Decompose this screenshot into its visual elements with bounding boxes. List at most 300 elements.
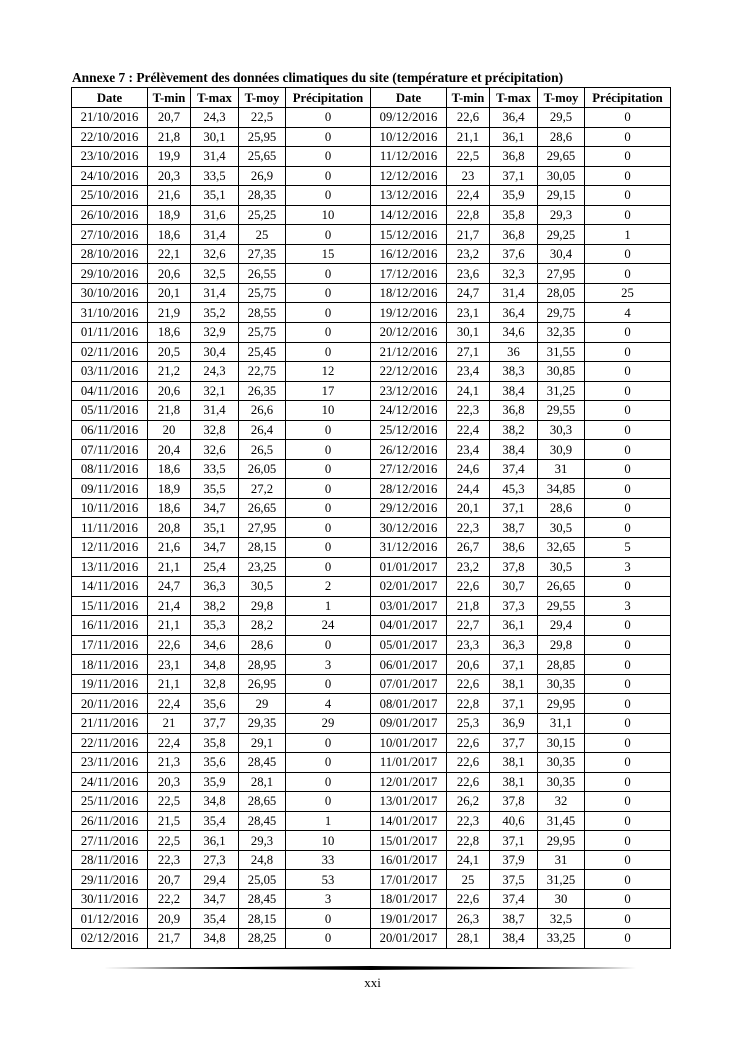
cell-tmoy-right: 29,75: [538, 303, 585, 323]
cell-precip-left: 4: [286, 694, 371, 714]
cell-tmoy-right: 31: [538, 850, 585, 870]
cell-date-left: 22/11/2016: [72, 733, 148, 753]
cell-tmoy-left: 25: [239, 225, 286, 245]
cell-precip-right: 3: [585, 557, 671, 577]
cell-tmax-left: 32,1: [191, 381, 239, 401]
cell-tmin-right: 23,4: [447, 362, 490, 382]
cell-date-right: 20/01/2017: [371, 928, 447, 948]
cell-tmoy-left: 28,25: [239, 928, 286, 948]
cell-tmax-left: 32,5: [191, 264, 239, 284]
cell-precip-right: 0: [585, 342, 671, 362]
cell-date-left: 24/10/2016: [72, 166, 148, 186]
cell-precip-left: 1: [286, 811, 371, 831]
cell-tmoy-left: 25,45: [239, 342, 286, 362]
cell-precip-left: 0: [286, 166, 371, 186]
cell-tmoy-right: 29,95: [538, 831, 585, 851]
cell-tmin-right: 22,4: [447, 186, 490, 206]
cell-tmoy-right: 31,55: [538, 342, 585, 362]
cell-precip-right: 4: [585, 303, 671, 323]
cell-precip-right: 0: [585, 733, 671, 753]
table-row: [72, 166, 671, 186]
cell-tmoy-right: 26,65: [538, 577, 585, 597]
cell-date-left: 29/11/2016: [72, 870, 148, 890]
cell-precip-right: 0: [585, 459, 671, 479]
cell-precip-right: 0: [585, 635, 671, 655]
cell-tmoy-right: 30,35: [538, 772, 585, 792]
page-number: xxi: [364, 975, 381, 990]
cell-tmin-left: 23,1: [148, 655, 191, 675]
cell-date-left: 14/11/2016: [72, 577, 148, 597]
cell-tmoy-right: 29,3: [538, 205, 585, 225]
cell-tmin-left: 18,6: [148, 225, 191, 245]
cell-date-right: 10/01/2017: [371, 733, 447, 753]
cell-tmoy-left: 28,2: [239, 616, 286, 636]
cell-tmoy-right: 33,25: [538, 928, 585, 948]
cell-tmax-left: 33,5: [191, 459, 239, 479]
cell-tmoy-left: 30,5: [239, 577, 286, 597]
cell-tmin-left: 21,1: [148, 557, 191, 577]
cell-tmax-left: 35,3: [191, 616, 239, 636]
cell-tmoy-right: 30,9: [538, 440, 585, 460]
cell-tmax-right: 32,3: [490, 264, 538, 284]
cell-tmax-right: 38,1: [490, 674, 538, 694]
cell-tmoy-left: 26,4: [239, 420, 286, 440]
table-row: [72, 577, 671, 597]
cell-date-left: 16/11/2016: [72, 616, 148, 636]
cell-precip-right: 3: [585, 596, 671, 616]
cell-tmax-left: 34,7: [191, 889, 239, 909]
cell-tmax-right: 36,1: [490, 616, 538, 636]
cell-tmax-right: 37,8: [490, 557, 538, 577]
cell-date-left: 10/11/2016: [72, 498, 148, 518]
cell-tmin-left: 22,5: [148, 831, 191, 851]
table-row: [72, 713, 671, 733]
cell-tmax-right: 36,3: [490, 635, 538, 655]
cell-tmax-left: 35,5: [191, 479, 239, 499]
cell-date-left: 30/11/2016: [72, 889, 148, 909]
cell-precip-left: 0: [286, 264, 371, 284]
cell-precip-right: 0: [585, 127, 671, 147]
table-row: [72, 674, 671, 694]
cell-date-right: 08/01/2017: [371, 694, 447, 714]
cell-date-left: 19/11/2016: [72, 674, 148, 694]
table-row: [72, 264, 671, 284]
cell-tmoy-left: 25,95: [239, 127, 286, 147]
cell-tmin-right: 26,3: [447, 909, 490, 929]
header-tmoy-right: T-moy: [538, 88, 585, 108]
cell-tmin-left: 21,2: [148, 362, 191, 382]
cell-tmax-left: 31,4: [191, 283, 239, 303]
table-row: [72, 225, 671, 245]
cell-date-right: 01/01/2017: [371, 557, 447, 577]
cell-date-left: 29/10/2016: [72, 264, 148, 284]
cell-date-left: 04/11/2016: [72, 381, 148, 401]
cell-date-left: 09/11/2016: [72, 479, 148, 499]
cell-tmin-right: 24,4: [447, 479, 490, 499]
cell-tmax-right: 37,4: [490, 889, 538, 909]
cell-date-right: 21/12/2016: [371, 342, 447, 362]
cell-precip-right: 0: [585, 420, 671, 440]
cell-precip-left: 0: [286, 792, 371, 812]
cell-tmoy-right: 31,1: [538, 713, 585, 733]
cell-date-left: 05/11/2016: [72, 401, 148, 421]
cell-precip-right: 0: [585, 772, 671, 792]
cell-tmin-right: 24,1: [447, 850, 490, 870]
cell-tmin-right: 22,8: [447, 694, 490, 714]
cell-tmoy-right: 30,5: [538, 557, 585, 577]
cell-tmin-right: 22,3: [447, 811, 490, 831]
cell-tmoy-left: 26,05: [239, 459, 286, 479]
cell-tmin-left: 22,6: [148, 635, 191, 655]
cell-date-left: 15/11/2016: [72, 596, 148, 616]
cell-precip-right: 0: [585, 831, 671, 851]
cell-precip-left: 0: [286, 303, 371, 323]
table-row: [72, 186, 671, 206]
cell-tmin-right: 22,5: [447, 147, 490, 167]
cell-precip-right: 0: [585, 166, 671, 186]
cell-tmin-left: 21,9: [148, 303, 191, 323]
cell-date-left: 01/11/2016: [72, 323, 148, 343]
cell-tmoy-left: 25,25: [239, 205, 286, 225]
cell-precip-right: 0: [585, 264, 671, 284]
cell-date-left: 11/11/2016: [72, 518, 148, 538]
header-tmin-left: T-min: [148, 88, 191, 108]
cell-tmoy-right: 29,8: [538, 635, 585, 655]
cell-tmoy-left: 28,1: [239, 772, 286, 792]
cell-tmoy-right: 30,05: [538, 166, 585, 186]
cell-tmax-right: 36,8: [490, 401, 538, 421]
cell-tmax-right: 37,7: [490, 733, 538, 753]
cell-tmoy-right: 30,4: [538, 244, 585, 264]
cell-tmin-left: 20,6: [148, 264, 191, 284]
table-row: [72, 244, 671, 264]
cell-tmoy-right: 30: [538, 889, 585, 909]
table-row: [72, 635, 671, 655]
cell-precip-left: 0: [286, 498, 371, 518]
table-row: [72, 616, 671, 636]
cell-tmoy-right: 32: [538, 792, 585, 812]
cell-tmoy-left: 22,5: [239, 108, 286, 128]
cell-tmin-right: 22,6: [447, 674, 490, 694]
cell-date-left: 06/11/2016: [72, 420, 148, 440]
table-row: [72, 381, 671, 401]
cell-tmax-left: 35,4: [191, 811, 239, 831]
cell-date-left: 02/11/2016: [72, 342, 148, 362]
cell-date-right: 17/01/2017: [371, 870, 447, 890]
cell-precip-right: 0: [585, 440, 671, 460]
cell-date-left: 25/11/2016: [72, 792, 148, 812]
cell-tmin-left: 21: [148, 713, 191, 733]
cell-tmax-right: 38,1: [490, 772, 538, 792]
cell-tmin-left: 19,9: [148, 147, 191, 167]
cell-date-right: 07/01/2017: [371, 674, 447, 694]
cell-precip-left: 0: [286, 459, 371, 479]
table-row: [72, 811, 671, 831]
table-row: [72, 889, 671, 909]
header-precip-left: Précipitation: [286, 88, 371, 108]
cell-tmax-right: 31,4: [490, 283, 538, 303]
cell-date-right: 18/01/2017: [371, 889, 447, 909]
cell-date-right: 19/12/2016: [371, 303, 447, 323]
cell-tmin-right: 22,6: [447, 108, 490, 128]
cell-tmin-right: 22,6: [447, 577, 490, 597]
cell-tmoy-left: 29: [239, 694, 286, 714]
cell-tmax-left: 32,8: [191, 420, 239, 440]
cell-tmin-right: 25: [447, 870, 490, 890]
cell-tmoy-right: 30,5: [538, 518, 585, 538]
cell-date-left: 02/12/2016: [72, 928, 148, 948]
cell-precip-left: 10: [286, 401, 371, 421]
cell-tmoy-right: 29,15: [538, 186, 585, 206]
cell-tmin-left: 21,1: [148, 616, 191, 636]
cell-tmoy-left: 25,75: [239, 283, 286, 303]
header-tmax-right: T-max: [490, 88, 538, 108]
cell-precip-right: 25: [585, 283, 671, 303]
cell-date-right: 18/12/2016: [371, 283, 447, 303]
cell-precip-right: 0: [585, 479, 671, 499]
table-row: [72, 557, 671, 577]
cell-precip-left: 0: [286, 479, 371, 499]
cell-date-right: 02/01/2017: [371, 577, 447, 597]
cell-tmin-right: 30,1: [447, 323, 490, 343]
table-row: [72, 283, 671, 303]
cell-tmin-right: 23,2: [447, 557, 490, 577]
cell-tmax-right: 37,6: [490, 244, 538, 264]
cell-tmin-left: 18,6: [148, 459, 191, 479]
cell-date-left: 01/12/2016: [72, 909, 148, 929]
cell-precip-left: 0: [286, 518, 371, 538]
cell-tmax-left: 35,2: [191, 303, 239, 323]
cell-date-right: 11/01/2017: [371, 753, 447, 773]
cell-tmax-right: 37,4: [490, 459, 538, 479]
cell-tmin-right: 22,4: [447, 420, 490, 440]
cell-tmax-left: 35,1: [191, 518, 239, 538]
cell-date-left: 07/11/2016: [72, 440, 148, 460]
cell-precip-left: 0: [286, 147, 371, 167]
cell-precip-right: 0: [585, 694, 671, 714]
cell-precip-right: 0: [585, 205, 671, 225]
cell-tmoy-left: 26,9: [239, 166, 286, 186]
cell-tmin-right: 23,2: [447, 244, 490, 264]
cell-date-right: 24/12/2016: [371, 401, 447, 421]
cell-tmax-left: 30,4: [191, 342, 239, 362]
cell-date-right: 31/12/2016: [371, 538, 447, 558]
cell-precip-left: 3: [286, 655, 371, 675]
cell-tmin-left: 20,4: [148, 440, 191, 460]
cell-tmin-left: 21,8: [148, 401, 191, 421]
cell-date-right: 22/12/2016: [371, 362, 447, 382]
cell-tmax-left: 32,8: [191, 674, 239, 694]
cell-tmax-left: 24,3: [191, 108, 239, 128]
cell-tmin-right: 24,7: [447, 283, 490, 303]
cell-date-right: 16/12/2016: [371, 244, 447, 264]
cell-tmax-right: 38,2: [490, 420, 538, 440]
cell-tmax-right: 36,8: [490, 225, 538, 245]
table-row: [72, 401, 671, 421]
cell-tmoy-right: 29,25: [538, 225, 585, 245]
cell-tmin-right: 24,1: [447, 381, 490, 401]
cell-precip-left: 0: [286, 733, 371, 753]
cell-tmoy-left: 28,45: [239, 811, 286, 831]
cell-date-right: 05/01/2017: [371, 635, 447, 655]
cell-date-left: 21/11/2016: [72, 713, 148, 733]
cell-tmoy-left: 26,55: [239, 264, 286, 284]
table-body: [72, 108, 671, 949]
cell-tmoy-left: 27,2: [239, 479, 286, 499]
cell-precip-left: 0: [286, 127, 371, 147]
cell-date-right: 12/12/2016: [371, 166, 447, 186]
cell-tmin-left: 20: [148, 420, 191, 440]
cell-tmax-left: 35,1: [191, 186, 239, 206]
cell-date-left: 27/11/2016: [72, 831, 148, 851]
cell-precip-left: 0: [286, 538, 371, 558]
cell-tmax-right: 40,6: [490, 811, 538, 831]
cell-date-right: 14/12/2016: [371, 205, 447, 225]
cell-precip-left: 0: [286, 635, 371, 655]
table-row: [72, 655, 671, 675]
table-row: [72, 342, 671, 362]
cell-tmin-left: 20,7: [148, 870, 191, 890]
cell-tmin-right: 20,1: [447, 498, 490, 518]
cell-tmax-right: 36,4: [490, 108, 538, 128]
cell-tmoy-right: 29,65: [538, 147, 585, 167]
cell-date-right: 09/01/2017: [371, 713, 447, 733]
cell-date-right: 09/12/2016: [371, 108, 447, 128]
cell-precip-right: 1: [585, 225, 671, 245]
cell-tmin-left: 20,5: [148, 342, 191, 362]
cell-precip-right: 0: [585, 577, 671, 597]
cell-precip-right: 0: [585, 244, 671, 264]
cell-tmax-left: 34,8: [191, 792, 239, 812]
cell-precip-left: 33: [286, 850, 371, 870]
table-row: [72, 205, 671, 225]
cell-precip-left: 0: [286, 420, 371, 440]
cell-date-left: 17/11/2016: [72, 635, 148, 655]
cell-tmax-left: 37,7: [191, 713, 239, 733]
cell-tmin-left: 22,4: [148, 694, 191, 714]
cell-tmoy-left: 29,3: [239, 831, 286, 851]
cell-date-right: 06/01/2017: [371, 655, 447, 675]
cell-date-right: 16/01/2017: [371, 850, 447, 870]
cell-precip-left: 53: [286, 870, 371, 890]
cell-precip-right: 0: [585, 498, 671, 518]
table-row: [72, 694, 671, 714]
cell-date-left: 26/10/2016: [72, 205, 148, 225]
cell-precip-left: 3: [286, 889, 371, 909]
cell-precip-right: 0: [585, 147, 671, 167]
cell-tmin-left: 22,4: [148, 733, 191, 753]
cell-tmin-right: 22,7: [447, 616, 490, 636]
table-row: [72, 440, 671, 460]
cell-date-right: 23/12/2016: [371, 381, 447, 401]
cell-tmax-left: 34,7: [191, 498, 239, 518]
table-row: [72, 538, 671, 558]
cell-tmin-left: 21,7: [148, 928, 191, 948]
cell-date-right: 11/12/2016: [371, 147, 447, 167]
cell-date-right: 10/12/2016: [371, 127, 447, 147]
cell-tmoy-right: 29,55: [538, 596, 585, 616]
cell-date-right: 27/12/2016: [371, 459, 447, 479]
cell-tmoy-left: 27,35: [239, 244, 286, 264]
cell-precip-left: 29: [286, 713, 371, 733]
cell-date-left: 03/11/2016: [72, 362, 148, 382]
cell-date-right: 28/12/2016: [371, 479, 447, 499]
cell-precip-right: 0: [585, 401, 671, 421]
cell-tmoy-right: 30,35: [538, 753, 585, 773]
cell-tmin-right: 21,8: [447, 596, 490, 616]
cell-date-left: 08/11/2016: [72, 459, 148, 479]
cell-date-right: 13/12/2016: [371, 186, 447, 206]
cell-tmoy-left: 28,6: [239, 635, 286, 655]
cell-date-right: 26/12/2016: [371, 440, 447, 460]
cell-tmoy-left: 29,1: [239, 733, 286, 753]
cell-tmin-left: 20,9: [148, 909, 191, 929]
cell-date-right: 12/01/2017: [371, 772, 447, 792]
cell-date-right: 30/12/2016: [371, 518, 447, 538]
header-tmax-left: T-max: [191, 88, 239, 108]
cell-tmax-right: 38,7: [490, 518, 538, 538]
cell-tmax-left: 35,6: [191, 694, 239, 714]
cell-precip-right: 0: [585, 381, 671, 401]
cell-precip-right: 0: [585, 655, 671, 675]
cell-tmin-right: 25,3: [447, 713, 490, 733]
cell-tmax-right: 37,9: [490, 850, 538, 870]
table-row: [72, 303, 671, 323]
cell-tmin-left: 21,3: [148, 753, 191, 773]
cell-tmax-left: 36,1: [191, 831, 239, 851]
cell-tmax-left: 31,4: [191, 225, 239, 245]
header-date-right: Date: [371, 88, 447, 108]
cell-date-left: 18/11/2016: [72, 655, 148, 675]
table-row: [72, 909, 671, 929]
cell-tmin-left: 20,6: [148, 381, 191, 401]
cell-tmin-right: 22,6: [447, 753, 490, 773]
cell-tmoy-right: 32,5: [538, 909, 585, 929]
table-row: [72, 850, 671, 870]
cell-tmin-left: 21,6: [148, 538, 191, 558]
cell-tmoy-left: 26,65: [239, 498, 286, 518]
cell-precip-left: 17: [286, 381, 371, 401]
cell-date-right: 19/01/2017: [371, 909, 447, 929]
cell-date-right: 15/12/2016: [371, 225, 447, 245]
cell-tmin-left: 18,6: [148, 323, 191, 343]
cell-tmax-right: 34,6: [490, 323, 538, 343]
cell-tmoy-left: 28,65: [239, 792, 286, 812]
cell-tmax-right: 38,6: [490, 538, 538, 558]
cell-date-left: 23/10/2016: [72, 147, 148, 167]
cell-tmax-right: 37,1: [490, 166, 538, 186]
cell-tmoy-right: 28,85: [538, 655, 585, 675]
cell-tmoy-right: 28,6: [538, 498, 585, 518]
cell-tmoy-right: 29,5: [538, 108, 585, 128]
cell-tmax-right: 36: [490, 342, 538, 362]
table-row: [72, 420, 671, 440]
cell-precip-right: 5: [585, 538, 671, 558]
cell-precip-right: 0: [585, 362, 671, 382]
cell-tmax-right: 38,4: [490, 928, 538, 948]
cell-tmax-left: 35,9: [191, 772, 239, 792]
cell-date-left: 28/10/2016: [72, 244, 148, 264]
cell-tmax-left: 31,4: [191, 147, 239, 167]
cell-tmoy-left: 26,95: [239, 674, 286, 694]
cell-tmax-right: 30,7: [490, 577, 538, 597]
cell-tmin-right: 20,6: [447, 655, 490, 675]
cell-tmin-right: 22,8: [447, 831, 490, 851]
cell-tmin-right: 27,1: [447, 342, 490, 362]
table-row: [72, 792, 671, 812]
cell-tmoy-left: 28,45: [239, 753, 286, 773]
cell-precip-left: 0: [286, 674, 371, 694]
